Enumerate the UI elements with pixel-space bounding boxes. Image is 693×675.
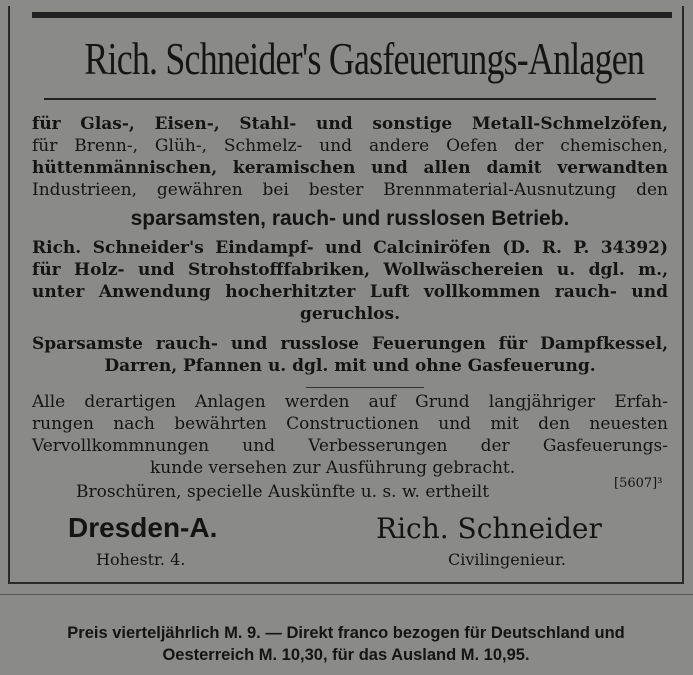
signatory-profession: Civilingenieur. [448,550,566,569]
top-rule [32,12,672,18]
para1-line-3: hüttenmännischen, keramischen und allen damit verwandten [32,158,668,178]
para4-line-3: Vervollkommnungen und Verbesserungen der Gasfeuerungs- [32,436,668,456]
para2-line-4: geruchlos. [299,304,401,324]
reference-code: [5607]³ [614,476,663,491]
para1-line-1: für Glas-, Eisen-, Stahl- und sonstige Metall-Schmelzöfen, [32,114,668,134]
street-address: Hohestr. 4. [96,550,186,569]
para1-line-4: Industrieen, gewähren bei bester Brennmaterial-Ausnutzung den [32,180,668,200]
ad-title: Rich. Schneider's Gasfeuerungs-Anlagen [84,33,645,84]
para2-line-2: für Holz- und Strohstofffabriken, Wollwäschereien u. dgl. m., [32,260,668,280]
para4-line-1: Alle derartigen Anlagen werden auf Grund langjähriger Erfah- [32,392,668,412]
para2-line-3: unter Anwendung hocherhitzter Luft vollkommen rauch- und [32,282,668,302]
footer-line-2: Oesterreich M. 10,30, für das Ausland M. 10,95. [162,646,530,664]
para3-line-2: Darren, Pfannen u. dgl. mit und ohne Gasfeuerung. [104,356,596,376]
advertisement-box [8,6,684,584]
footer-rule [0,594,693,595]
para4-line-4: kunde versehen zur Ausführung gebracht. [150,458,516,478]
city-name: Dresden-A. [68,512,218,543]
para4-line-2: rungen nach bewährten Constructionen und mit den neuesten [32,414,668,434]
footer-line-1: Preis vierteljährlich M. 9. — Direkt franco bezogen für Deutschland und [67,624,625,642]
brochure-line: Broschüren, specielle Auskünfte u. s. w. ertheilt [76,482,490,502]
para1-emphasis: sparsamsten, rauch- und russlosen Betrieb. [130,207,570,230]
section-divider [306,387,424,388]
para3-line-1: Sparsamste rauch- und russlose Feuerungen für Dampfkessel, [32,334,668,354]
signatory-name: Rich. Schneider [376,512,602,545]
para2-line-1: Rich. Schneider's Eindampf- und Calciniröfen (D. R. P. 34392) [32,238,668,258]
para1-line-2: für Brenn-, Glüh-, Schmelz- und andere Oefen der chemischen, [32,136,668,156]
title-underline [44,98,656,100]
